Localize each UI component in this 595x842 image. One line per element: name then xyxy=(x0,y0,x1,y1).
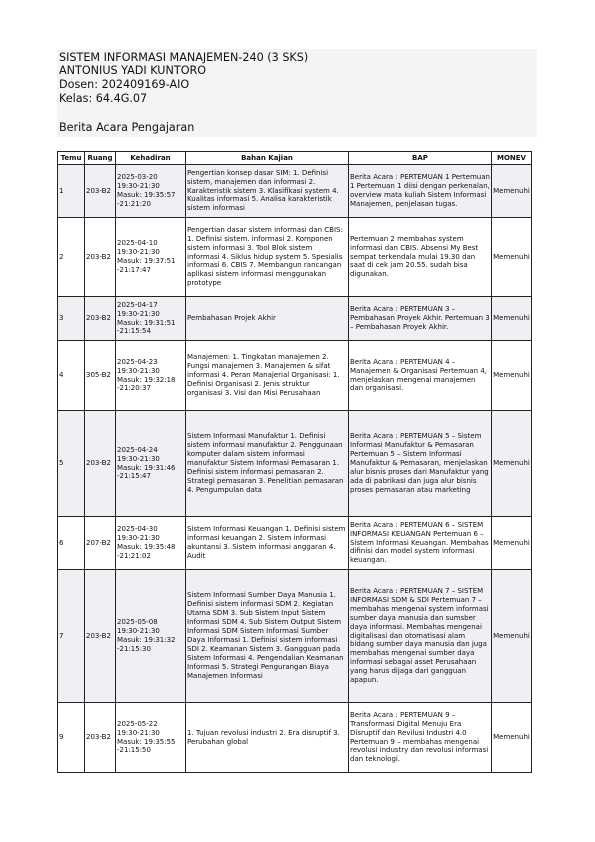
cell-kehadiran: 2025-04-10 19:30-21:30 Masuk: 19:37:51 -21:17:47 xyxy=(116,218,186,297)
cell-monev: Memenuhi xyxy=(492,517,532,570)
cell-ruang: 203-B2 xyxy=(85,218,116,297)
cell-monev: Memenuhi xyxy=(492,570,532,703)
cell-bap: Berita Acara : PERTEMUAN 7 – SISTEM INFORMASI SDM & SDI Pertemuan 7 – membahas mengenai system informasi sumber daya manusia dan sumsber daya informasi. Membahas mengenai digitalisasi dan otomatisasi alam bidang sumber daya manusia dan juga membahas mengenai sumber daya informasi sebagai asset Perusahaan yang harus dijaga dari gangguan apapun. xyxy=(349,570,492,703)
cell-temu: 3 xyxy=(58,297,85,341)
course-title: SISTEM INFORMASI MANAJEMEN-240 (3 SKS) xyxy=(59,51,309,64)
cell-bap: Berita Acara : PERTEMUAN 4 – Manajemen & Organisasi Pertemuan 4, menjelaskan mengenai manajemen dan organisasi. xyxy=(349,341,492,411)
cell-bahan-kajian: 1. Tujuan revolusi industri 2. Era disruptif 3. Perubahan global xyxy=(186,703,349,773)
cell-bahan-kajian: Manajemen: 1. Tingkatan manajemen 2. Fungsi manajemen 3. Manajemen & sifat informasi 4. Peran Manajerial Organisasi: 1. Definisi Organisasi 2. Jenis struktur organisasi 3. Visi dan Misi Perusahaan xyxy=(186,341,349,411)
cell-bap: Berita Acara : PERTEMUAN 5 – Sistem Informasi Manufaktur & Pemasaran Pertemuan 5 – Sistem Informasi Manufaktur & Pemasaran, menjelaskan alur bisnis proses dari Manufaktur yang ada di pabrikasi dan juga alur bisnis proses pemasaran atau marketing xyxy=(349,411,492,517)
table-row xyxy=(58,341,532,411)
teaching-report-table xyxy=(57,151,532,773)
cell-ruang: 203-B2 xyxy=(85,703,116,773)
cell-bahan-kajian: Pengertian konsep dasar SIM: 1. Definisi sistem, manajemen dan informasi 2. Karakteristik sistem 3. Klasifikasi system 4. Kualitas informasi 5. Analisa karakteristik sistem informasi xyxy=(186,165,349,218)
column-header-kehadiran: Kehadiran xyxy=(116,152,186,165)
column-header-bap: BAP xyxy=(349,152,492,165)
column-header-ruang: Ruang xyxy=(85,152,116,165)
cell-temu: 2 xyxy=(58,218,85,297)
cell-kehadiran: 2025-05-08 19:30-21:30 Masuk: 19:31:32 -21:15:30 xyxy=(116,570,186,703)
lecturer-name: ANTONIUS YADI KUNTORO xyxy=(59,64,207,77)
cell-monev: Memenuhi xyxy=(492,165,532,218)
table-row xyxy=(58,165,532,218)
cell-monev: Memenuhi xyxy=(492,218,532,297)
table-row xyxy=(58,297,532,341)
cell-bap: Berita Acara : PERTEMUAN 6 – SISTEM INFORMASI KEUANGAN Pertemuan 6 – Sistem Informasi Keuangan. Membahas difinisi dan model system informasi keuangan. xyxy=(349,517,492,570)
cell-bahan-kajian: Pembahasan Projek Akhir xyxy=(186,297,349,341)
cell-temu: 4 xyxy=(58,341,85,411)
cell-ruang: 203-B2 xyxy=(85,297,116,341)
section-title: Berita Acara Pengajaran xyxy=(59,121,195,134)
cell-temu: 7 xyxy=(58,570,85,703)
table-row xyxy=(58,411,532,517)
cell-temu: 6 xyxy=(58,517,85,570)
cell-kehadiran: 2025-04-30 19:30-21:30 Masuk: 19:35:48 -21:21:02 xyxy=(116,517,186,570)
table-row xyxy=(58,703,532,773)
table-body xyxy=(58,165,532,773)
cell-bap: Berita Acara : PERTEMUAN 9 – Transformasi Digital Menuju Era Disruptif dan Revilusi Industri 4.0 Pertemuan 9 – membahas mengenai revolusi industry dan revolusi informasi dan teknologi. xyxy=(349,703,492,773)
cell-kehadiran: 2025-05-22 19:30-21:30 Masuk: 19:35:55 -21:15:50 xyxy=(116,703,186,773)
cell-kehadiran: 2025-04-17 19:30-21:30 Masuk: 19:31:51 -21:15:54 xyxy=(116,297,186,341)
header-block xyxy=(57,49,537,137)
cell-monev: Memenuhi xyxy=(492,411,532,517)
cell-bap: Berita Acara : PERTEMUAN 1 Pertemuan 1 Pertemuan 1 diisi dengan perkenalan, overview mata kuliah Sistem Informasi Manajemen, penjelasan tugas. xyxy=(349,165,492,218)
cell-kehadiran: 2025-03-20 19:30-21:30 Masuk: 19:35:57 -21:21:20 xyxy=(116,165,186,218)
cell-temu: 9 xyxy=(58,703,85,773)
cell-ruang: 203-B2 xyxy=(85,165,116,218)
cell-kehadiran: 2025-04-23 19:30-21:30 Masuk: 19:32:18 -21:20:37 xyxy=(116,341,186,411)
cell-bahan-kajian: Sistem Informasi Keuangan 1. Definisi sistem informasi keuangan 2. Sistem informasi akuntansi 3. Sistem informasi anggaran 4. Audit xyxy=(186,517,349,570)
cell-bahan-kajian: Pengertian dasar sistem informasi dan CBIS: 1. Definisi sistem. informasi 2. Komponen sistem informasi 3. Tool Blok sistem informasi 4. Siklus hidup system 5. Spesialis informasi 6. CBIS 7. Membangun rancangan aplikasi sistem informasi menggunakan prototype xyxy=(186,218,349,297)
column-header-bahan-kajian: Bahan Kajian xyxy=(186,152,349,165)
class-label: Kelas: 64.4G.07 xyxy=(59,92,148,105)
table-row xyxy=(58,517,532,570)
cell-ruang: 203-B2 xyxy=(85,411,116,517)
cell-monev: Memenuhi xyxy=(492,341,532,411)
cell-monev: Memenuhi xyxy=(492,703,532,773)
table-header-row xyxy=(58,152,532,165)
cell-bahan-kajian: Sistem Informasi Sumber Daya Manusia 1. Definisi sistem informasi SDM 2. Kegiatan Utama SDM 3. Sub Sistem Input Sistem Informasi SDM 4. Sub Sistem Output Sistem Informasi SDM Sistem Informasi Sumber Daya Informasi 1. Definisi sistem informasi SDI 2. Keamanan Sistem 3. Gangguan pada Sistem Informasi 4. Pengendalian Keamanan Informasi 5. Strategi Pengurangan Biaya Manajemen Informasi xyxy=(186,570,349,703)
cell-ruang: 305-B2 xyxy=(85,341,116,411)
cell-bap: Berita Acara : PERTEMUAN 3 – Pembahasan Proyek Akhir. Pertemuan 3 – Pembahasan Proyek Akhir. xyxy=(349,297,492,341)
cell-temu: 1 xyxy=(58,165,85,218)
column-header-monev: MONEV xyxy=(492,152,532,165)
cell-kehadiran: 2025-04-24 19:30-21:30 Masuk: 19:31:46 -21:15:47 xyxy=(116,411,186,517)
lecturer-id: Dosen: 202409169-AIO xyxy=(59,78,190,91)
table-row xyxy=(58,570,532,703)
table-row xyxy=(58,218,532,297)
cell-bap: Pertemuan 2 membahas system informasi dan CBIS. Absensi My Best sempat terkendala mulai 19.30 dan saat di cek jam 20.55. sudah bisa digunakan. xyxy=(349,218,492,297)
cell-bahan-kajian: Sistem Informasi Manufaktur 1. Definisi sistem informasi manufaktur 2. Penggunaan komputer dalam sistem informasi manufaktur Sistem Informasi Pemasaran 1. Definisi sistem informasi pemasaran 2. Strategi pemasaran 3. Penelitian pemasaran 4. Pengumpulan data xyxy=(186,411,349,517)
cell-temu: 5 xyxy=(58,411,85,517)
cell-ruang: 203-B2 xyxy=(85,570,116,703)
cell-monev: Memenuhi xyxy=(492,297,532,341)
column-header-temu: Temu xyxy=(58,152,85,165)
cell-ruang: 207-B2 xyxy=(85,517,116,570)
